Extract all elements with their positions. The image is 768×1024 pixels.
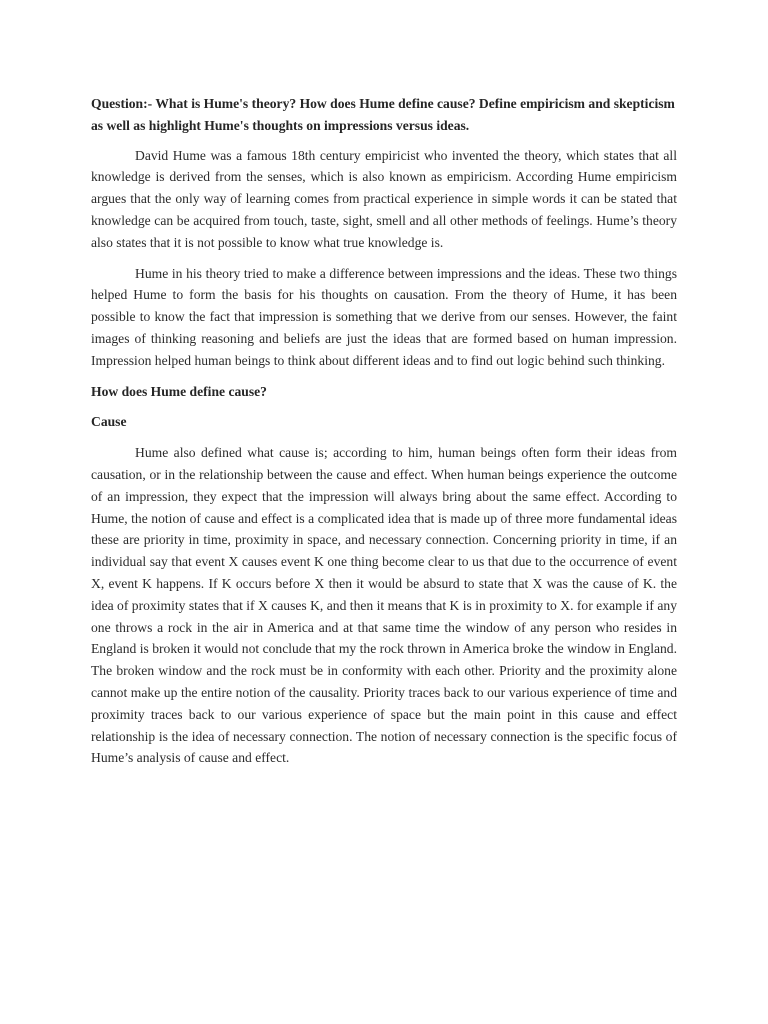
section-heading-define-cause: How does Hume define cause?: [91, 383, 267, 399]
intro-paragraph-empiricism: David Hume was a famous 18th century empiricist who invented the theory, which states that all knowledge is derived from the senses, which is also known as empiricism. According Hume empiricism argues that the only way of learning comes from practical experience in simple words it can be stated that knowledge can be acquired from touch, taste, sight, smell and all other methods of feelings. Hume’s theory also states that it is not possible to know what true knowledge is.: [91, 147, 677, 250]
document-page: [91, 93, 677, 778]
question-heading: Question:- What is Hume's theory? How does Hume define cause? Define empiricism and skepticism as well as highlight Hume's thoughts on impressions versus ideas.: [91, 96, 675, 133]
section-heading-cause: Cause: [91, 414, 127, 430]
cause-paragraph: Hume also defined what cause is; according to him, human beings often form their ideas from causation, or in the relationship between the cause and effect. When human beings experience the outcome of an impression, they expect that the impression will always bring about the same effect. According to Hume, the notion of cause and effect is a complicated idea that is made up of three more fundamental ideas these are priority in time, proximity in space, and necessary connection. Concerning priority in time, if an individual say that event X causes event K one thing become clear to us that due to the occurrence of event X, event K happens. If K occurs before X then it would be absurd to state that X was the cause of K. the idea of proximity states that if X causes K, and then it means that K is in proximity to X. for example if any one throws a rock in the air in America and at that same time the window of any person who resides in England is broken it would not conclude that my the rock thrown in America broke the window in England. The broken window and the rock must be in conformity with each other. Priority and the proximity alone cannot make up the entire notion of the causality. Priority traces back to our various experience of time and proximity traces back to our various experience of space but the main point in this cause and effect relationship is the idea of necessary connection. The notion of necessary connection is the specific focus of Hume’s analysis of cause and effect.: [91, 445, 677, 766]
intro-paragraph-impressions: Hume in his theory tried to make a difference between impressions and the ideas. These two things helped Hume to form the basis for his thoughts on causation. From the theory of Hume, it has been possible to know the fact that impression is something that we derive from our senses. However, the faint images of thinking reasoning and beliefs are just the ideas that are formed based on human impression. Impression helped human beings to think about different ideas and to find out logic behind such thinking.: [91, 265, 677, 368]
